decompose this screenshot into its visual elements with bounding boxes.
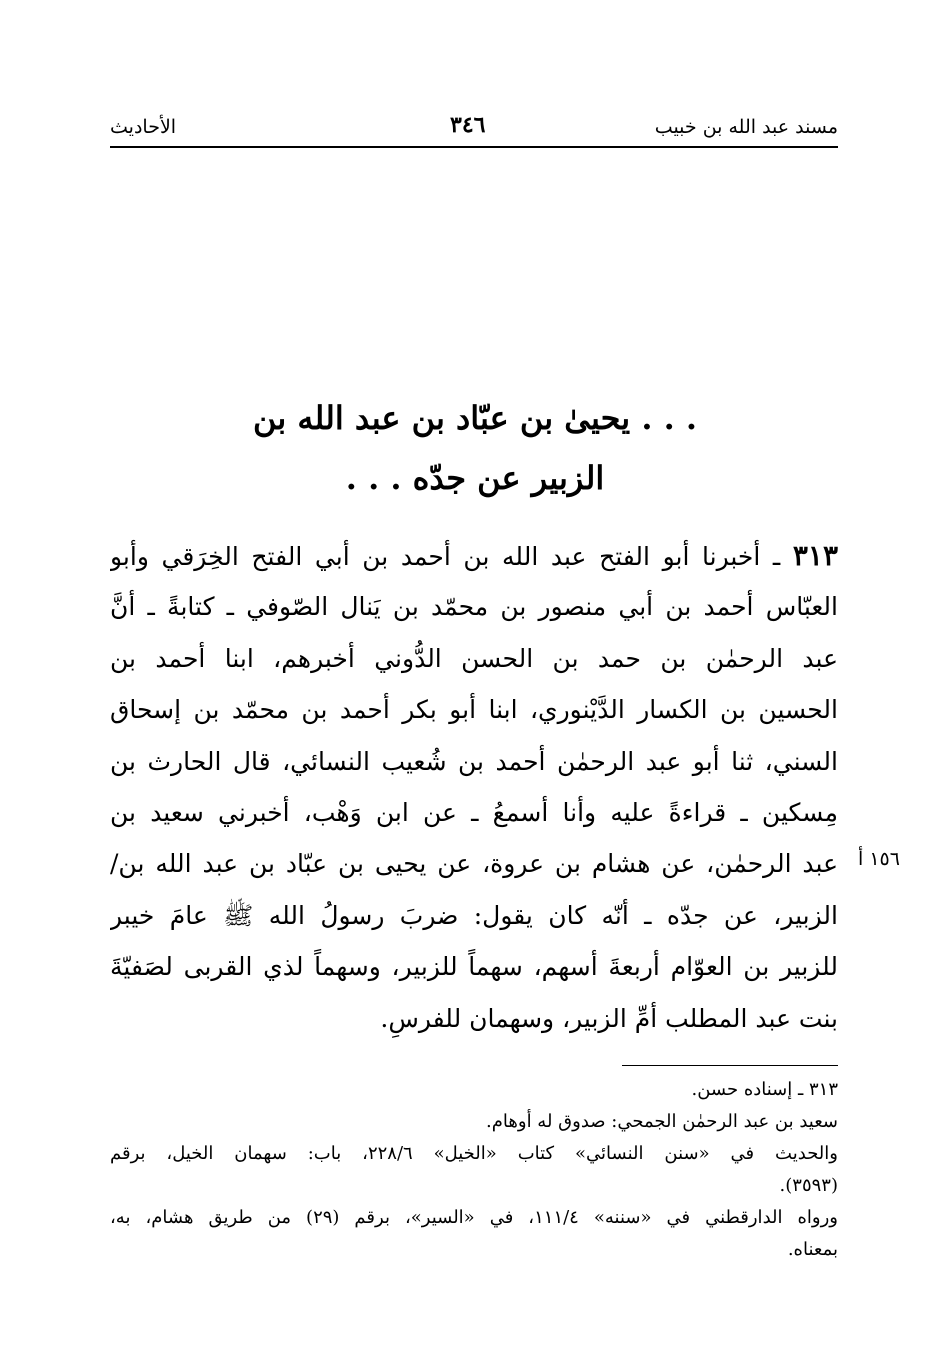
running-header-section: الأحاديث	[110, 116, 177, 138]
running-header	[110, 112, 838, 148]
hadith-line: مِسكين ـ قراءةً عليه وأنا أسمعُ ـ عن ابن وَهْب، أخبرني سعيد بن	[110, 797, 838, 827]
hadith-line: العبّاس أحمد بن أبي منصور بن محمّد بن يَنال الصّوفي ـ كتابةً ـ أنَّ	[110, 592, 838, 622]
manuscript-folio-note: ١٥٦ أ	[858, 848, 900, 870]
section-title	[170, 388, 780, 508]
hadith-line: الزبير، عن جدّه ـ أنّه كان يقول: ضربَ رسولُ الله ﷺ عامَ خيبر	[110, 900, 838, 930]
section-title-line: الزبير عن جدّه . . .	[345, 459, 605, 497]
hadith-line: بنت عبد المطلب أمِّ الزبير، وسهمان للفرسِ.	[380, 1003, 838, 1033]
hadith-line: ٣١٣ ـ أخبرنا أبو الفتح عبد الله بن أحمد بن أبي الفتح الخِرَقي وأبو	[110, 539, 838, 572]
footnote-line: بمعناه.	[787, 1239, 838, 1260]
footnotes	[110, 1074, 838, 1266]
hadith-number: ٣١٣	[792, 539, 838, 572]
footnote-rule	[622, 1065, 838, 1066]
running-header-book-title: مسند عبد الله بن خبيب	[654, 116, 838, 138]
hadith-line: للزبير بن العوّام أربعةَ أسهم، سهماً للزبير، وسهماً لذي القربى لصَفيّةَ	[110, 952, 838, 982]
footnote-line: والحديث في «سنن النسائي» كتاب «الخيل» ٢٢٨/٦، باب: سهمان الخيل، برقم	[110, 1143, 838, 1164]
header-rule	[110, 146, 838, 148]
footnote-line: ٣١٣ ـ إسناده حسن.	[691, 1079, 838, 1100]
hadith-line: الحسين بن الكسار الدَّيْنوري، ابنا أبو بكر أحمد بن محمّد بن إسحاق	[110, 695, 838, 725]
section-title-line: . . . يحيىٰ بن عبّاد بن عبد الله بن	[252, 399, 698, 437]
hadith-text	[110, 530, 838, 1044]
footnote-line: سعيد بن عبد الرحمٰن الجمحي: صدوق له أوهام.	[486, 1111, 838, 1132]
hadith-line: السني، ثنا أبو عبد الرحمٰن أحمد بن شُعيب النسائي، قال الحارث بن	[110, 746, 838, 776]
footnote-line: ورواه الدارقطني في «سننه» ١١١/٤، في «السير»، برقم (٢٩) من طريق هشام، به،	[110, 1207, 838, 1228]
footnote-line: (٣٥٩٣).	[779, 1175, 838, 1196]
page-number: ٣٤٦	[450, 112, 486, 138]
hadith-line: عبد الرحمٰن، عن هشام بن عروة، عن يحيى بن عبّاد بن عبد الله بن/	[110, 849, 838, 879]
hadith-line: عبد الرحمٰن بن حمد بن الحسن الدُّوني أخبرهم، ابنا أحمد بن	[110, 643, 838, 673]
